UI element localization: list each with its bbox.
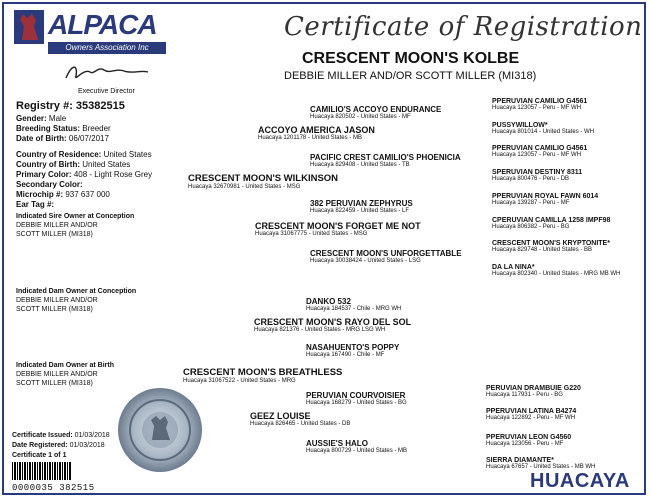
gender-row: Gender: Male [16,114,67,123]
breed-label: HUACAYA [530,470,630,492]
microchip-row: Microchip #: 937 637 000 [16,190,110,199]
pedigree-dss: DANKO 532 Huacaya 184537 - Chile - MRG WH [306,297,402,313]
dam-birth-heading: Indicated Dam Owner at Birth [16,362,115,369]
pedigree-g4-11: PPERUVIAN LEON G4560 Huacaya 123056 - Peru - MF [486,434,572,448]
ear-tag-row: Ear Tag #: [16,200,55,209]
logo-wordmark: ALPACA [48,9,157,40]
certificate-title: Certificate of Registration [284,12,643,42]
pedigree-g4-9: PERUVIAN DRAMBUIE G220 Huacaya 117931 - Peru - BG [486,385,581,399]
pedigree-g4-7: CRESCENT MOON'S KRYPTONITE* Huacaya 829748 - United States - BB [492,240,610,254]
pedigree-g4-8: DA LA NINA* Huacaya 802340 - United States - MRG MB WH [492,264,621,278]
embossed-seal [118,388,202,472]
pedigree-dam-dam: GEEZ LOUISE Huacaya 826465 - United States - DB [250,411,351,428]
pedigree-sdd: CRESCENT MOON'S UNFORGETTABLE Huacaya 30038424 - United States - LSG [310,249,462,265]
pedigree-g4-10: PPERUVIAN LATINA B4274 Huacaya 122892 - Peru - MF WH [486,408,577,422]
country-birth-row: Country of Birth: United States [16,160,131,169]
dob-row: Date of Birth: 06/07/2017 [16,134,109,143]
dam-owner-line2: SCOTT MILLER (MI318) [16,306,93,313]
sire-owner-line1: DEBBIE MILLER AND/OR [16,222,98,229]
barcode [12,462,72,480]
registry-number: Registry #: 35382515 [16,100,125,112]
dam-birth-line2: SCOTT MILLER (MI318) [16,380,93,387]
pedigree-sire-sire: ACCOYO AMERICA JASON Huacaya 1201178 - United States - MB [258,125,375,142]
pedigree-sire: CRESCENT MOON'S WILKINSON Huacaya 32670981 - United States - MSG [188,173,339,190]
dam-birth-line1: DEBBIE MILLER AND/OR [16,371,98,378]
pedigree-ssd: PACIFIC CREST CAMILIO'S PHOENICIA Huacaya 829408 - United States - TB [310,153,461,169]
pedigree-g4-2: PUSSYWILLOW* Huacaya 801014 - United States - WH [492,122,595,136]
certificate-count: Certificate 1 of 1 [12,452,67,459]
aoa-logo [14,9,157,58]
owner-line: DEBBIE MILLER AND/OR SCOTT MILLER (MI318) [284,70,537,82]
logo-subtitle: Owners Association Inc [48,42,166,54]
pedigree-g4-1: PPERUVIAN CAMILIO G4561 Huacaya 123057 - Peru - MF WH [492,98,588,112]
country-residence-row: Country of Residence: United States [16,150,152,159]
pedigree-dam-sire: CRESCENT MOON'S RAYO DEL SOL Huacaya 821376 - United States - MRG LSG WH [254,317,412,334]
serial-number: 0000035 382515 [12,483,95,493]
executive-signature [62,62,152,84]
pedigree-g4-3: PPERUVIAN CAMILIO G4561 Huacaya 123057 - Peru - MF WH [492,145,588,159]
dam-owner-line1: DEBBIE MILLER AND/OR [16,297,98,304]
pedigree-sds: 382 PERUVIAN ZEPHYRUS Huacaya 822459 - United States - LF [310,199,413,215]
breeding-status-row: Breeding Status: Breeder [16,124,111,133]
executive-title: Executive Director [78,88,135,95]
pedigree-dds: PERUVIAN COURVOISIER Huacaya 168279 - United States - BG [306,391,407,407]
date-registered: Date Registered: 01/03/2018 [12,442,105,449]
dam-owner-heading: Indicated Dam Owner at Conception [16,288,137,295]
pedigree-dsd: NASAHUENTO'S POPPY Huacaya 167490 - Chile - MF [306,343,400,359]
pedigree-sss: CAMILIO'S ACCOYO ENDURANCE Huacaya 820502 - United States - MF [310,105,442,121]
pedigree-dam: CRESCENT MOON'S BREATHLESS Huacaya 31067522 - United States - MRG [183,367,343,384]
pedigree-g4-6: CPERUVIAN CAMILLA 1258 IMPF98 Huacaya 806382 - Peru - BG [492,217,611,231]
sire-owner-line2: SCOTT MILLER (MI318) [16,231,93,238]
pedigree-ddd: AUSSIE'S HALO Huacaya 800729 - United States - MB [306,439,408,455]
pedigree-sire-dam: CRESCENT MOON'S FORGET ME NOT Huacaya 31067775 - United States - MSG [255,221,421,238]
sire-owner-heading: Indicated Sire Owner at Conception [16,213,135,220]
animal-name: CRESCENT MOON'S KOLBE [302,50,520,67]
certificate-issued: Certificate Issued: 01/03/2018 [12,432,110,439]
alpaca-head-icon [14,10,44,44]
pedigree-g4-12: SIERRA DIAMANTE* Huacaya 67657 - United States - MB WH [486,457,596,471]
pedigree-g4-4: SPERUVIAN DESTINY 8311 Huacaya 800476 - Peru - DB [492,169,583,183]
pedigree-g4-5: PPERUVIAN ROYAL FAWN 6014 Huacaya 139287 - Peru - MF [492,193,599,207]
secondary-color-row: Secondary Color: [16,180,83,189]
primary-color-row: Primary Color: 408 - Light Rose Grey [16,170,153,179]
